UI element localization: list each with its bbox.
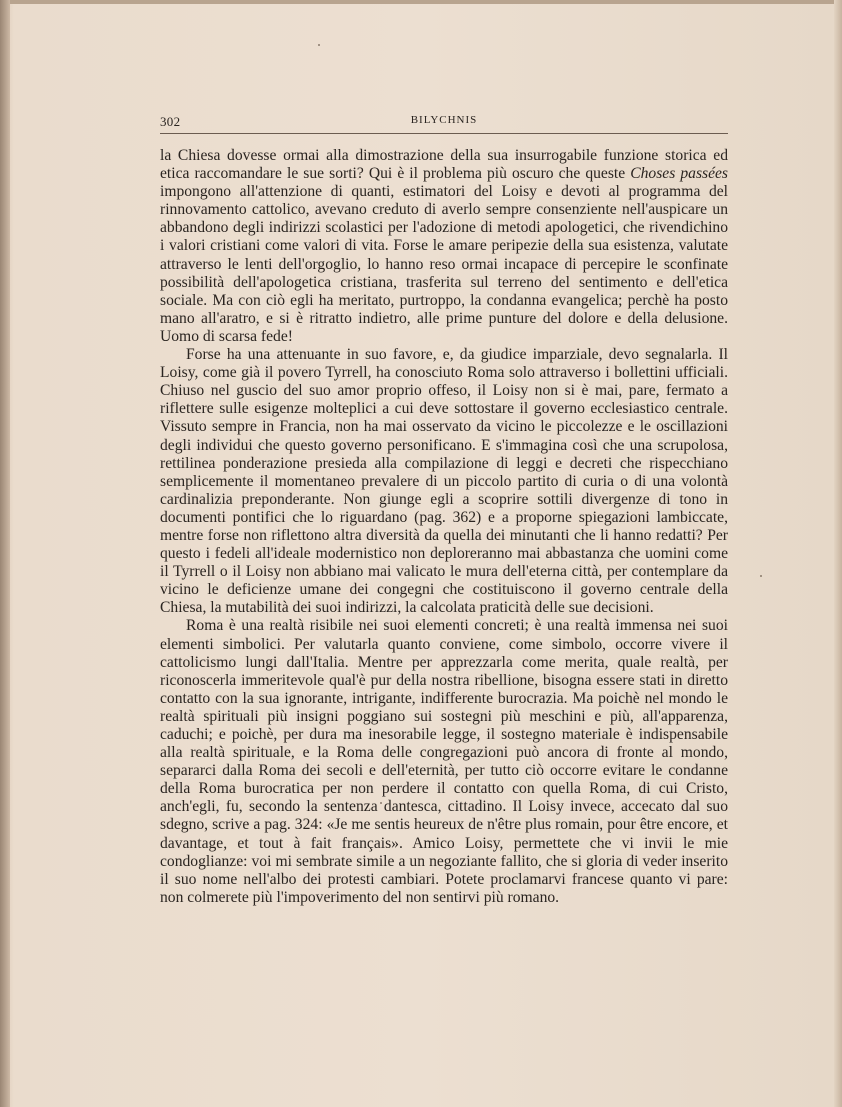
book-title-italic: Choses passées (630, 165, 728, 183)
paragraph: Forse ha una attenuante in suo favore, e, da giudice imparziale, devo segnalarla. Il Loisy, come già il povero Tyrrell, ha conosciuto Roma solo attraverso i bollettini ufficiali. Chiuso nel guscio del suo amor proprio offeso, il Loisy non si è mai, pare, fermato a riflettere sulle esigenze molteplici a cui deve sottostare il governo ecclesiastico centrale. Vissuto sempre in Francia, non ha mai osservato da vicino le piccolezze e le oscillazioni degli individui che questo governo personificano. E s'immagina così che una scrupolosa, rettilinea ponderazione presieda alla compilazione di leggi e decreti che rispecchiano semplicemente il momentaneo prevalere di un piccolo partito di curia o di una volontà cardinalizia preponderante. Non giunge egli a scoprire sottili divergenze di tono in documenti pontifici che lo riguardano (pag. 362) e a proporne spiegazioni lambiccate, mentre forse non riflettono altra diversità da quella dei minutanti che li hanno redatti? Per questo i fedeli all'ideale modernistico non deploreranno mai abbastanza che uomini come il Tyrrell o il Loisy non abbiano mai valicato le mura dell'eterna città, per contemplare da vicino le deficienze umane dei congegni che costituiscono il governo centrale della Chiesa, la mutabilità dei suoi indirizzi, la calcolata praticità delle sue decisioni. (160, 346, 728, 617)
page-top-edge (0, 0, 842, 4)
journal-title: BILYCHNIS (410, 114, 478, 126)
paragraph (160, 147, 728, 346)
page-right-edge (834, 0, 842, 1107)
page-left-edge (0, 0, 10, 1107)
paragraph-text: la Chiesa dovesse ormai alla dimostrazione della sua insurrogabile funzione storica ed etica raccomandare le sue sorti? Qui è il problema più oscuro che queste (160, 147, 728, 183)
paragraph: Roma è una realtà risibile nei suoi elementi concreti; è una realtà immensa nei suoi elementi simbolici. Per valutarla quanto conviene, come simbolo, occorre vivere il cattolicismo lungi dall'Italia. Mentre per apprezzarla come merita, quale realtà, per riconoscerla immeritevole qual'è pur della nostra ribellione, bisogna essere stati in diretto contatto con la sua ignorante, intrigante, indifferente burocrazia. Ma poichè nel mondo le realtà spirituali più insigni poggiano sui sostegni più meschini e più, all'apparenza, caduchi; e poichè, per dura ma inesorabile legge, il sostegno materiale è indispensabile alla realtà spirituale, e la Roma delle congregazioni può ancora di fronte al mondo, separarci dalla Roma dei secoli e dell'eternità, per tutto ciò occorre evitare le condanne della Roma burocratica per non perdere il contatto con quella Roma, di cui Cristo, anch'egli, fu, secondo la sentenza dantesca, cittadino. Il Loisy invece, accecato dal suo sdegno, scrive a pag. 324: «Je me sentis heureux de n'être plus romain, pour être encore, et davantage, et tout à fait français». Amico Loisy, permettete che vi invii le mie condoglianze: voi mi sembrate simile a un negoziante fallito, che si gloria di veder inserito il suo nome nell'albo dei protesti cambiari. Potete proclamarvi francese quanto vi pare: non colmerete più l'impoverimento del non sentirvi più romano. (160, 617, 728, 906)
paper-speck (760, 575, 762, 577)
header-rule (160, 133, 728, 134)
page-number: 302 (160, 114, 181, 129)
article-body (160, 147, 728, 907)
running-header (160, 112, 728, 132)
paper-speck (318, 44, 320, 46)
paragraph-text: impongono all'attenzione di quanti, estimatori del Loisy e devoti al programma del rinnovamento cattolico, avevano creduto di averlo sempre consenziente nell'auspicare un abbandono degli indirizzi scolastici per l'adozione di metodi apologetici, che rivendichino i valori cristiani come valori di vita. Forse le amare peripezie della sua esistenza, valutate attraverso le lenti dell'orgoglio, lo hanno reso ormai incapace di percepire le sconfinate possibilità dell'apologetica cristiana, trasferita sul terreno del sentimento e dell'etica sociale. Ma con ciò egli ha meritato, purtroppo, la condanna evangelica; perchè ha posto mano all'aratro, e si è ritratto indietro, alle prime punture del dolore e della delusione. Uomo di scarsa fede! (160, 183, 728, 345)
